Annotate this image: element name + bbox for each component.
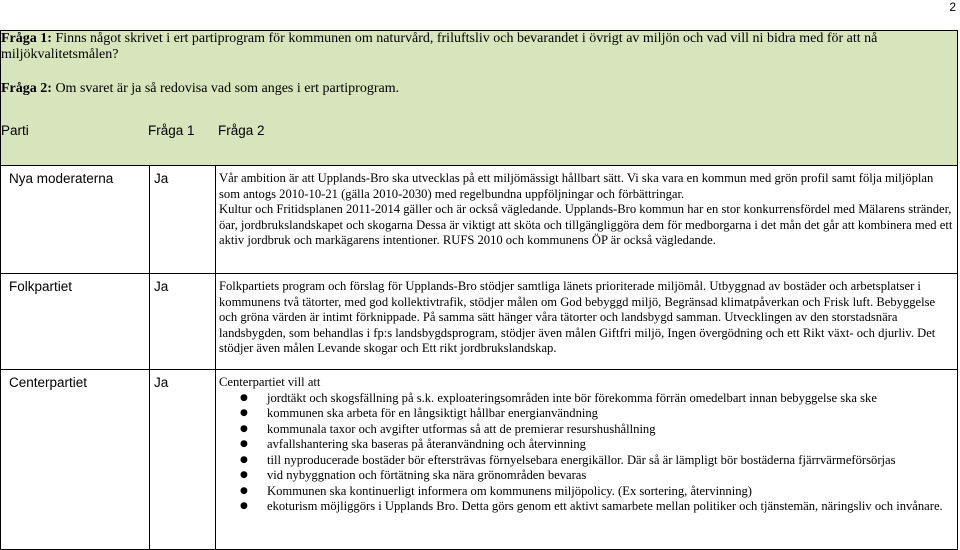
page-number: 2 (949, 0, 956, 14)
answer-fraga-1: Ja (150, 166, 216, 274)
list-item: ● kommunala taxor och avgifter utformas så att de premierar resurshushållning (267, 422, 953, 438)
list-item: ● jordtäkt och skogsfällning på s.k. exploateringsområden inte bör förekomma förrän omedelbart innan bebyggelse ska ske (267, 391, 953, 407)
answer-fraga-2 (216, 274, 958, 370)
answer-paragraph: Folkpartiets program och förslag för Upplands-Bro stödjer samtliga länets prioriterade miljömål. Utbyggnad av bostäder och arbetsplatser i kommunens två tätorter, med god kollektivtrafik, stödjer målen om God bebyggd miljö, Begränsad klimatpåverkan och Frisk luft. Bebyggelse och gröna värden är intimt förknippade. På samma sätt hänger våra tätorter och landsbygd samman. Utvecklingen av den storstadsnära landsbygden, som behandlas i fp:s landsbygdsprogram, stödjer även målen Giftfri miljö, Ingen övergödning och ett Rikt växt- och djurliv. Det stödjer även målen Levande skogar och Ett rikt jordbrukslandskap. (219, 279, 936, 355)
list-item: ● Kommunen ska kontinuerligt informera om kommunens miljöpolicy. (Ex sortering, återvinning) (267, 484, 953, 500)
column-headers (1, 123, 957, 139)
question-1-text: Finns något skrivet i ert partiprogram för kommunen om naturvård, friluftsliv och bevarandet i övrigt av miljön och vad vill ni bidra med för att nå miljökvalitetsmålen? (1, 31, 878, 62)
question-header-cell (1, 31, 958, 166)
list-item: ● vid nybyggnation och förtätning ska nära grönområden bevaras (267, 468, 953, 484)
column-header-parti: Parti (1, 123, 29, 138)
column-header-fraga-1: Fråga 1 (148, 123, 195, 138)
column-header-fraga-2: Fråga 2 (218, 123, 265, 138)
answer-fraga-1: Ja (150, 274, 216, 370)
answer-intro: Centerpartiet vill att (219, 375, 321, 389)
table-row (1, 166, 958, 274)
answer-fraga-2 (216, 166, 958, 274)
party-name: Nya moderaterna (1, 166, 150, 274)
question-1 (1, 31, 957, 63)
answer-fraga-1: Ja (150, 370, 216, 550)
party-name: Folkpartiet (1, 274, 150, 370)
question-2-label: Fråga 2: (1, 81, 52, 96)
survey-table (0, 30, 958, 550)
list-item: ● kommunen ska arbeta för en långsiktigt hållbar energianvändning (267, 406, 953, 422)
list-item: ● avfallshantering ska baseras på återanvändning och återvinning (267, 437, 953, 453)
table-row (1, 370, 958, 550)
answer-paragraph: Kultur och Fritidsplanen 2011-2014 gäller och är också vägledande. Upplands-Bro kommun har en stor konkurrensfördel med Mälarens stränder, öar, jordbrukslandskapet och skogarna Dessa är viktigt att sköta och tillgängliggöra dem för medborgarna i det mån det går att kombinera med ett aktiv jordbruk och markägarens intentioner. RUFS 2010 och kommunens ÖP är också vägledande. (219, 202, 953, 247)
question-2-text: Om svaret är ja så redovisa vad som anges i ert partiprogram. (51, 81, 400, 96)
party-name: Centerpartiet (1, 370, 150, 550)
answer-fraga-2 (216, 370, 958, 550)
list-item: ● ekoturism möjliggörs i Upplands Bro. Detta görs genom ett aktivt samarbete mellan politiker och tjänstemän, näringsliv och invånare. (267, 499, 953, 515)
table-row (1, 274, 958, 370)
question-2 (1, 81, 957, 97)
answer-paragraph: Vår ambition är att Upplands-Bro ska utvecklas på ett miljömässigt hållbart sätt. Vi ska vara en kommun med grön profil samt följa miljöplan som antogs 2010-10-21 (gälla 2010-2030) med regelbundna uppföljningar och förbättringar. (219, 171, 934, 201)
question-1-label: Fråga 1: (1, 31, 52, 46)
bullet-list (219, 391, 953, 515)
list-item: ● till nyproducerade bostäder bör eftersträvas förnyelsebara energikällor. Där så är lämpligt bör bostäderna fjärrvärmeförsörjas (267, 453, 953, 469)
question-header-row (1, 31, 958, 166)
